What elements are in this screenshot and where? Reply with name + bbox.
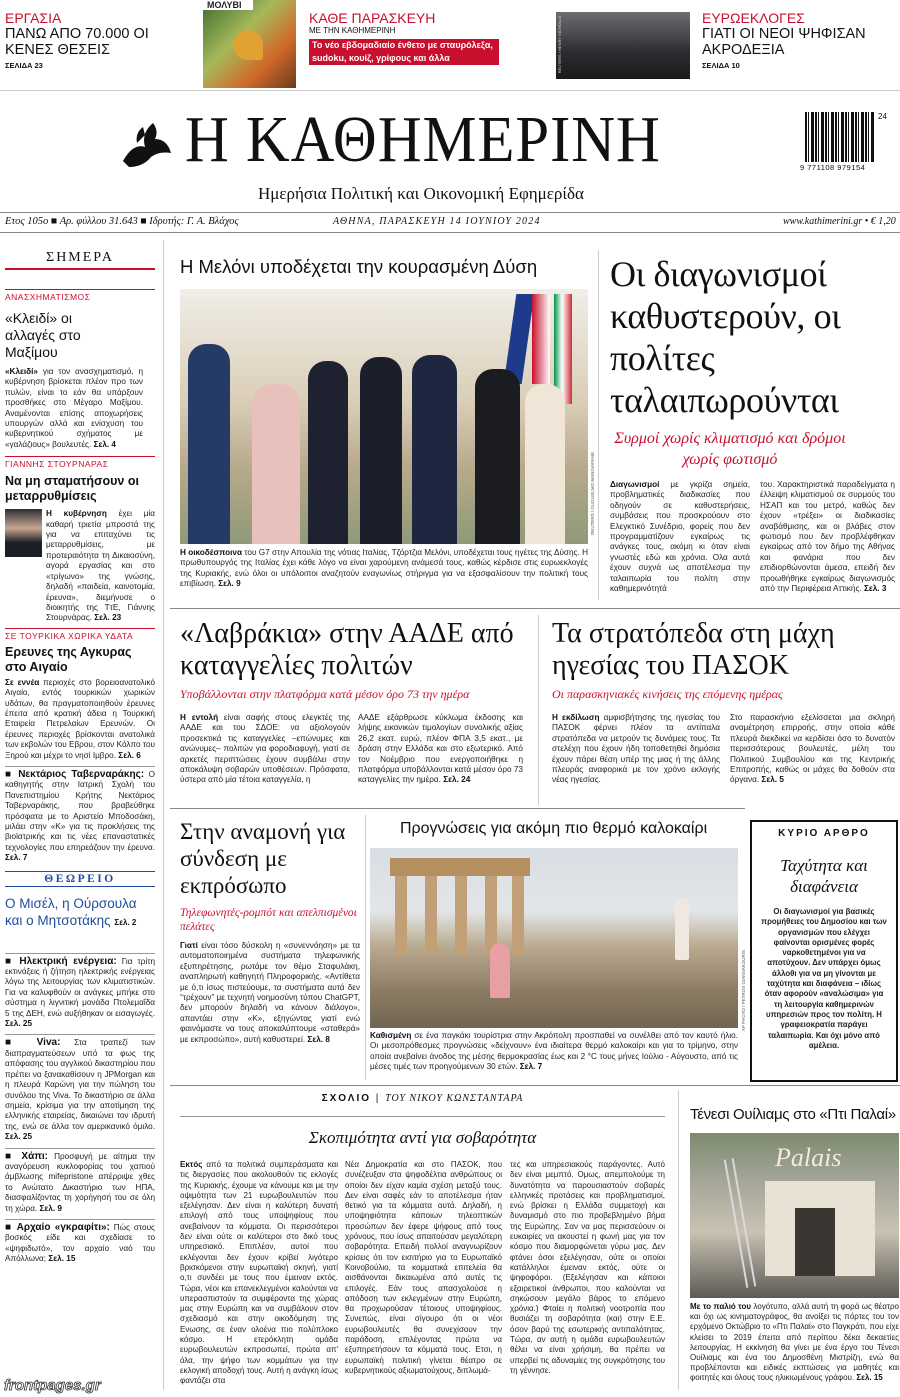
sidebar-header: ΣΗΜΕΡΑ	[5, 250, 155, 270]
teaser-kicker: ΚΑΘΕ ΠΑΡΑΣΚΕΥΗ	[309, 10, 436, 26]
barcode-digits: 9 771108 979154	[800, 163, 866, 172]
divider	[170, 808, 745, 809]
leader-figure	[308, 361, 348, 544]
column-icon	[455, 876, 467, 956]
pasok-col-2: Στο παρασκήνιο εξελίσσεται μια σκληρή αναμέτρηση επιρροής, στην οποία κάθε πλευρά διεκδικεί να κερδίσει όσο το δυνατόν περισσότερους βουλευτές, μέλη του Πολιτικού Συμβουλίου και της Κεντρικής Επιτροπής, καθώς οι μάχες θα δοθούν στα όργανα. Σελ. 5	[730, 713, 895, 785]
leader-figure	[475, 369, 520, 544]
editorial-header: ΚΥΡΙΟ ΑΡΘΡΟ	[778, 828, 870, 839]
story-body: Η κυβέρνηση έχει μία καθαρή τριετία μπροστά της για να επιταχύνει τις μεταρρυθμίσεις, με προτεραιότητα τη Δικαιοσύνη, αγορά εργασίας και στο «τρίγωνο» της γνώσης, δηλαδή «παιδεία, καινοτομία, έρευνα», διεμήνυσε ο διοικητής της ΤτΕ, Γιάννης Στουρνάρας. Σελ. 23	[46, 509, 155, 623]
divider	[163, 240, 164, 1390]
aade-col-1: Η εντολή είναι σαφής στους ελεγκτές της ΑΑΔΕ και του ΣΔΟΕ: να αξιολογούν προσεκτικά τις καταγγελίες –επώνυμες και ανώνυμες– πολιτών για φοροδιαφυγή, γιατί σε αρκετές περιπτώσεις έχουν συμβάλει στην αποκάλυψη σοβαρών υποθέσεων. Πρόσφατα, ύστερα από μία τέτοια καταγγελία, η	[180, 713, 350, 785]
aade-deck: Υποβάλλονται στην πλατφόρμα κατά μέσον όρο 73 την ημέρα	[180, 687, 470, 701]
tourist-figure	[490, 943, 510, 998]
divider	[0, 212, 900, 213]
aade-headline[interactable]: «Λαβράκια» στην ΑΑΔΕ από καταγγελίες πολιτών	[180, 618, 514, 681]
bird-icon	[233, 30, 263, 60]
divider	[365, 815, 366, 1080]
main-headline[interactable]: Οι διαγωνισμοί καθυστερούν, οι πολίτες ταλαιπωρούνται	[610, 254, 841, 420]
palai-headline[interactable]: Τένεσι Ουίλιαμς στο «Πτι Παλαί»	[690, 1106, 896, 1123]
tourist-figure	[675, 898, 689, 960]
flag-icon	[532, 294, 550, 384]
photo-credit: REUTERS / HENRY NICHOLLS	[557, 16, 562, 74]
teaser-eurekloges[interactable]	[702, 10, 897, 70]
story-title[interactable]: Να μη σταματήσουν οι μεταρρυθμίσεις	[5, 474, 139, 504]
story-body: Σε εννέα περιοχές στο βορειοανατολικό Αιγαίο, εντός τουρκικών χωρικών υδάτων, θα πραγματοποιηθούν έρευνες έπειτα από κρατική άδεια η Τουρκική Εταιρεία Πετρελαίων Ερευνών. Οι έρευνες περιοχές βρίσκονται ανατολικά των εκβολών του Εβρου, στον Κόλπο του Ξηρού και μέχρι το νησί Ιμβρο. Σελ. 6	[5, 677, 156, 760]
info-right[interactable]: www.kathimerini.gr • € 1,20	[783, 216, 896, 227]
editorial-title[interactable]: Ταχύτητα και διαφάνεια	[780, 856, 868, 896]
divider	[678, 1090, 679, 1390]
photo-caption: Με το παλιό του λογότυπο, αλλά αυτή τη φορά ως θέατρο και όχι ως κινηματογράφος, θα ανοίξει τις πόρτες του τον ερχόμενο Οκτώβριο το «Πτι Παλαί» στο Παγκράτι, που είχε κλείσει το 2019 έπειτα από περίπου δέκα δεκαετίες λειτουργίας. Η εκκίνηση θα γίνει με ένα έργο του Τένεσι Ουίλιαμς και ένα του Δημοσθένη Μιστρίζη, ενώ θα προβλέπονται και ειδικές εκπτώσεις για μαθητές και φοιτητές και όλους τους ηλικιωμένους γράφου. Σελ. 15	[690, 1302, 899, 1383]
theoreio-header: ΘΕΩΡΕΙΟ	[5, 871, 155, 887]
info-left: Ετος 105ο ■ Αρ. φύλλου 31.643 ■ Ιδρυτής: Γ. Α. Βλάχος	[5, 216, 239, 227]
owl-logo-icon	[115, 113, 175, 173]
barcode-issue: 24	[878, 112, 887, 121]
teaser-page: ΣΕΛΙΔΑ 23	[5, 61, 43, 70]
palais-sign: Palais	[775, 1143, 842, 1172]
ladder-icon	[724, 1158, 756, 1288]
story-body: «Κλειδί» για τον ανασχηματισμό, η κυβέρνηση βρίσκεται πλέον προ των πυλών, είναι το εάν θα υπάρξουν προσθήκες στο Μέγαρο Μαξίμου. Αναμένονται επίσης αποχωρήσεις υπουργών αλλά και ενίσχυση του κυβερνητικού σχήματος με «γαλάζιους» βουλευτές. Σελ. 4	[5, 367, 143, 449]
pasok-headline[interactable]: Τα στρατόπεδα στη μάχη ηγεσίας του ΠΑΣΟΚ	[552, 618, 835, 681]
story-title[interactable]: «Κλειδί» οι αλλαγές στο Μαξίμου	[5, 310, 81, 360]
photo-caption: Η οικοδέσποινα του G7 στην Απουλία της νότιας Ιταλίας, Τζόρτζια Μελόνι, υποδέχεται τους ηγέτες της Δύσης. Η πρωθυπουργός της Ιταλίας έχει κάθε λόγο να είναι χαρούμενη ανάμεσά τους, καθώς κέρδισε στις ευρωεκλογές της Κυριακής, ενώ όλοι οι υπόλοιποι αναζητούν εναγωνίως στήριγμα για να εξασφαλίσουν την πολιτική τους επιβίωση. Σελ. 9	[180, 548, 588, 589]
section-label: ΣΕ ΤΟΥΡΚΙΚΑ ΧΩΡΙΚΑ ΥΔΑΤΑ	[5, 628, 155, 641]
barcode	[805, 112, 875, 162]
teaser-ergasia[interactable]	[5, 10, 195, 70]
story-title[interactable]: Ερευνες της Αγκυρας στο Αιγαίο	[5, 644, 132, 674]
masthead-title[interactable]: Η ΚΑΘΗΜΕΡΙΝΗ	[185, 103, 661, 176]
masthead-subtitle: Ημερήσια Πολιτική και Οικονομική Εφημερίδα	[258, 184, 584, 203]
brief[interactable]: ■ Viva: Στα τραπεζί των διαπραγματεύσεων υπό τα φως της απόφασης του αγγλικού δικαστηρίου που πρέπει να ξανακαθίσουν η JPMorgan και η πλευρά Καρώνη για την πώληση του συνόλου της Viva. Το δικαστήριο σε άλλα σημεία, κρίσιμα για την αποτίμηση της ελληνικής εταιρείας, δικαιώνει τον ιδρυτή της, ενώ σε άλλα τον αμερικανικό όμιλο. Σελ. 25	[5, 1034, 155, 1142]
door-icon	[795, 1208, 835, 1276]
aade-col-2: ΑΑΔΕ εξάρθρωσε κύκλωμα έκδοσης και λήψης εικονικών τιμολογίων συνολικής αξίας 26,2 εκατ. ευρώ, πλέον ΦΠΑ 3,5 εκατ., με δράση στην Ελλάδα και στο εξωτερικό. Από τον Νοέμβριο που ενεργοποιήθηκε η πλατφόρμα υποβάλλονται κατά μέσον όρο 73 καταγγελίες την ημέρα. Σελ. 24	[358, 713, 523, 785]
acropolis-photo	[370, 848, 738, 1028]
leader-figure	[252, 384, 300, 544]
photo-credit: AP PHOTO / PETROS GIANNAKOURIS	[741, 950, 746, 1032]
pasok-deck: Οι παρασκηνιακές κινήσεις της επόμενης ημέρας	[552, 687, 783, 701]
brief[interactable]: ■ Ηλεκτρική ενέργεια: Για τρίτη εκτινάξεις ή ζήτηση ηλεκτρικής ενέργειας λόγω της λειτουργίας των κλιματιστικών. Για να καλυφθούν οι ανάγκες μπήκε στο σύστημα η λιγνιτική μονάδα Πτολεμαΐδα 5 της ΔΕΗ, ενώ αυξήθηκαν οι εισαγωγές. Σελ. 25	[5, 953, 155, 1030]
divider	[180, 1116, 665, 1117]
teaser-sub: ΜΕ ΤΗΝ ΚΑΘΗΜΕΡΙΝΗ	[309, 26, 396, 35]
divider	[0, 90, 900, 91]
anamoni-deck: Τηλεφωνητές-ρομπότ και απελπισμένοι πελάτες	[180, 907, 357, 933]
anamoni-body: Γιατί είναι τόσο δύσκολη η «συνεννόηση» με τα αυτοματοποιημένα συστήματα τηλεφωνικής εξυπηρέτησης, ρωτάμε τον θέμο Σταφυλάκη, αναπληρωτή καθηγητή Πληροφορικής. «Αντίθετα με ό,τι ίσως πιστεύουμε, τα συστήματα αυτά δεν “τρέχουν” με τεχνητή νοημοσύνη τύπου ChatGPT, δεν μπορούν δηλαδή να κάνουν διάλογο», απαντάει στην «Κ», εξηγώντας γιατί ενώ φαινόμαστε να τους αποκαλύπτουμε «σταθερά» με εκπροσώπο», αυτή καθυστερεί. Σελ. 8	[180, 941, 360, 1044]
brief[interactable]: ■ Αρχαίο «γκραφίτι»: Πώς στους βοσκός είδε και σχεδίασε το «ψηφιδωτό», τον αρχαίο ναό του Απόλλωνα; Σελ. 15	[5, 1219, 155, 1265]
main-col-1: Διαγωνισμοί με γκρίζα σημεία, προβληματικές διαδικασίες που οδηγούν σε καθυστερήσεις, συμβάσεις που προσκρούουν στο Ελεγκτικό Συνέδριο, φορείς που δεν προγραμματίζουν εγκαίρως τις ανάγκες τους, ακόμη κι όταν είναι γνωστές εδώ και χρόνια. Ολα αυτά έχουν συχνά ως αποτέλεσμα την ταλαιπωρία του πολίτη στην καθημερινότητά	[610, 480, 750, 594]
photo-caption: Καθισμένη σε ένα παγκάκι τουρίστρια στην Ακρόπολη προσπαθεί να συνέλθει από τον καυτό ήλιο. Οι μεσοπρόθεσμες προγνώσεις «δείχνουν» ένα ιδιαίτερα θερμό καλοκαίρι και για το τρίμηνο, στην οποία ανεβαίνει άνοδος της μέσης θερμοκρασίας έως και 2 °C τους μήνες Ιούλιο - Αύγουστο, από τις μέσες τιμές των προηγούμενων 30 ετών. Σελ. 7	[370, 1031, 738, 1072]
teaser-kicker: ΕΥΡΩΕΚΛΟΓΕΣ	[702, 10, 805, 26]
heat-headline[interactable]: Προγνώσεις για ακόμη πιο θερμό καλοκαίρι	[400, 820, 708, 837]
divider	[170, 608, 900, 609]
pti-palai-photo	[690, 1133, 899, 1298]
teaser-kathe-paraskevi[interactable]	[309, 10, 549, 65]
issue-date: ΑΘΗΝΑ, ΠΑΡΑΣΚΕΥΗ 14 ΙΟΥΝΙΟΥ 2024	[333, 216, 541, 227]
column-icon	[512, 876, 524, 956]
comment-title[interactable]: Σκοπιμότητα αντί για σοβαρότητα	[308, 1128, 537, 1147]
editorial-body: Οι διαγωνισμοί για βασικές προμήθειες του Δημοσίου και των οργανισμών που ελέγχει φαίνονται ορισμένες φορές ναρκοθετημένοι για να αποτύχουν. Δεν υπάρχει όμως άλλοθι για να μη γίνονται με ταχύτητα και διαφάνεια – ιδίως όταν αφορούν «αναλώσιμα» για τη λειτουργία καθημερινών υπηρεσιών προς τον πολίτη. Η γραφειοκρατία παράγει ταλαιπωρία. Και όχι μόνο από αμέλεια.	[761, 907, 887, 1050]
main-col-2: του. Χαρακτηριστικά παραδείγματα η έλλειψη κλιματισμού σε συρμούς του ΗΣΑΠ και του μετρό, καθώς δεν έχουν «τρέξει» οι διαδικασίες αναβάθμισης, και οι βλάβες στον φωτισμό που δεν προβλέφθηκαν εγκαίρως από τον δήμο της Αθήνας και φανάρια που δεν επιδιορθώνονται άμεσα, επειδή δεν προωθήθηκε εγκαίρως διαγωνισμός από την Περιφέρεια Αττικής. Σελ. 3	[760, 480, 895, 594]
leader-figure	[360, 357, 402, 544]
column-icon	[395, 876, 407, 956]
divider	[598, 250, 599, 600]
divider	[170, 1085, 900, 1086]
comment-col-1: Εκτός από τα πολιτικά συμπεράσματα και τις διεργασίες που ακολουθούν τις εκλογές της Κυριακής, έχουμε να κάνουμε και με την οψιμότητα των 21 ευρωβουλευτών που εξελέγησαν. Δεν είναι η καλύτερη δυνατή επιλογή από τους υποψηφίους που ανεβαίνουν τα κόμματα. Οι περισσότεροι δεν είναι ούτε οι καλύτεροι στο δικό τους υπηρεσιακό. Επιπλέον, αυτοί που εκλέγονται δεν έχουν κρίβεί λιγότερο βρισκόμενοι στην ευρωπαϊκή σκηνή, γιατί ο,τι συνδέει με τους που έμειναν εκτός. Τώρα, νέοι και επανεκλεγμένοι καλούνται να υπερασπιστούν τα συμφέροντα της χώρας μας στην Ευρώπη και να συμβάλουν στον σχεδιασμό και στην οικοδόμηση της Ενωσης, σε έναν ολοένα πιο πολύπλοκο κόσμο. Η ετερόκλητη ομάδα ευρωβουλευτών εκπροσωπεί, πρώτα απ' όλα, την ψήφο των κομμάτων για την εκλογική αποδοχή τους. Αυτή η ανάγκη ίσως φαντάζει στα	[180, 1160, 338, 1386]
column-icon	[390, 858, 530, 876]
section-label: ΓΙΑΝΝΗΣ ΣΤΟΥΡΝΑΡΑΣ	[5, 456, 155, 469]
comment-col-2: Νέα Δημοκρατία και στο ΠΑΣΟΚ, που συνέζευξαν στα ψηφοδέλτια ανθρώπους οι οποίοι δεν είχαν καμία σχέση μεταξύ τους. Δεν είναι σαφές εάν το αποτέλεσμα ήταν θετικό για τα κόμματα αυτά. Δηλαδή, η υποψηφιότητα κάποιων τηλεοπτικών προσώπων δεν έφερε ψήφους από τους χρόνους, που ίσως απαιτούσαν μεγαλύτερη σοβαρότητα. Επειδή πολλοί αναγνωρίζουν κρίσεις ότι τον εισιτήριο για το Ευρωπαϊκό Κοινοβούλιο, τα κομματικά επιτελεία θα αισθάνονται δικαιωμένα από αυτές τις επιλογές. Εάν τους απασχολούσε η απόδοση των εκλεγμένων στην Ευρώπη, θα προχωρούσαν τέτοιους υποψηφίους. Συνεπώς, είναι σίγουρο ότι οι νέοι ευρωβουλευτές θα συνεχίσουν την παράδοση, επιλέγοντας πρώτα να εξυπηρετήσουν τα κόμματά τους. Ετσι, η ευρωπαϊκή πολιτική γίνεται θέατρο σε κυβερνητικούς αξιωματούχους, διπλωμά-	[345, 1160, 502, 1375]
main-deck: Συρμοί χωρίς κλιματισμό και δρόμοι χωρίς φωτισμό	[614, 430, 846, 468]
teaser-promo: Το νέο εβδομαδιαίο ένθετο με σταυρόλεξα, sudoku, κουίζ, γρίφους και άλλα	[309, 39, 499, 65]
teaser-title: ΓΙΑΤΙ ΟΙ ΝΕΟΙ ΨΗΦΙΣΑΝ ΑΚΡΟΔΕΞΙΑ	[702, 26, 866, 58]
teaser-title: ΠΑΝΩ ΑΠΟ 70.000 ΟΙ ΚΕΝΕΣ ΘΕΣΕΙΣ	[5, 26, 149, 58]
leader-figure	[525, 384, 565, 544]
comment-col-3: τες και υπηρεσιακούς παράγοντες. Αυτό δεν είναι μεμπτό. Ομως, απεμπολούμε τη δυνατότητα να παρουσιαστούν σοβαρές ελληνικές προτάσεις και προβληματισμοί, ενώ βρίσκει η Ελλάδα συμμετοχή και δυναμισμό στο πιο προβεβλημένο βήμα της Ευρώπης. Σαν να μας περισσεύουν οι ευκαιρίες να ακουστεί η φωνή μας για τον κόσμο που διαμορφώνεται γύρω μας. Δεν φτάνει όσοι εξελέγησαν, ούτε οι οποίοι κατάλληλοι έμειναν εκτός, ούτε οι ψηφοφόροι. (Εξελέγησαν και κάποιοι εξαιρετικοί άνθρωποι, που καλούνται να σηκώσουν μεγάλο βάρος το επόμενο χρόνια.) Φταίει η πολιτική νοοτροπία που θυσιάζει τη σοβαρότητα (και) στην Ε.Ε. όσον βαρύ της εσωτερικής αντιπαλότητας. Τώρα, αν αυτή η ομάδα ευρωβουλευτών θέλει να είναι χρήσιμη, θα πρέπει να υπερβεί τις αδυναμίες της συγκρότησης του τη γέννησε.	[510, 1160, 665, 1375]
anamoni-headline[interactable]: Στην αναμονή για σύνδεση με εκπρόσωπο	[180, 819, 346, 898]
divider	[538, 615, 539, 805]
leader-figure	[412, 355, 457, 544]
stournaras-portrait	[5, 509, 42, 557]
teaser-kicker: ΕΡΓΑΣΙΑ	[5, 10, 62, 26]
sidebar	[5, 250, 155, 1265]
molyvi-magazine-cover[interactable]	[203, 0, 296, 88]
column-icon	[425, 876, 437, 956]
teaser-page: ΣΕΛΙΔΑ 10	[702, 61, 740, 70]
theoreio-title[interactable]: Ο Μισέλ, η Ούρσουλα και ο Μητσοτάκης Σελ. 2	[5, 895, 137, 928]
story-body[interactable]: ■ Νεκτάριος Ταβερναράκης: Ο καθηγητής στην Ιατρική Σχολή του Πανεπιστημίου Κρήτης Νεκτάριος Ταβερναράκης, που βραβεύθηκε πρόσφατα με το Αριστείο Μποδοσάκη, μιλάει στην «Κ» για τις προκλήσεις της βιοϊατρικής και τις νέες επαναστατικές τεχνολογίες που επηρεάζουν την έρευνα. Σελ. 7	[5, 766, 155, 864]
magazine-title: ΜΟΛΥΒΙ	[203, 0, 253, 10]
teaser-photo-protest	[556, 12, 690, 79]
photo-credit: REUTERS / GUGLIELMO MANGIAPANE	[590, 452, 595, 535]
g7-leaders-photo	[180, 289, 588, 544]
meloni-headline[interactable]: Η Μελόνι υποδέχεται την κουρασμένη Δύση	[180, 256, 538, 277]
editorial-box	[750, 820, 898, 1082]
divider	[0, 232, 900, 233]
comment-label: ΣΧΟΛΙΟ | ΤΟΥ ΝΙΚΟΥ ΚΩΝΣΤΑΝΤΑΡΑ	[321, 1093, 524, 1104]
watermark: frontpages.gr	[4, 1377, 101, 1394]
pasok-col-1: Η εκδίλωση αμφισβήτησης της ηγεσίας του ΠΑΣΟΚ φέρνει πλέον τα αντίπαλα στρατόπεδα να μετρούν τις δυνάμεις τους. Τα στελέχη που έχουν ήδη τοποθετηθεί δημόσια έχουν πάρει θέση υπέρ της μιας ή της άλλης πλευράς αναφορικά με τον χρόνο εκλογής νέας ηγεσίας.	[552, 713, 720, 785]
leader-figure	[188, 344, 230, 544]
section-label: ΑΝΑΣΧΗΜΑΤΙΣΜΟΣ	[5, 289, 155, 302]
brief[interactable]: ■ Χάπι: Προσφυγή με αίτημα την αναγόρευση κυκλοφορίας του χαπιού άμβλωσης mifepristone απέρριψε χθες το Ανώτατο Δικαστήριο των ΗΠΑ, διασφαλίζοντας τη χορήγησή του σε όλη τη χώρα. Σελ. 9	[5, 1148, 155, 1214]
